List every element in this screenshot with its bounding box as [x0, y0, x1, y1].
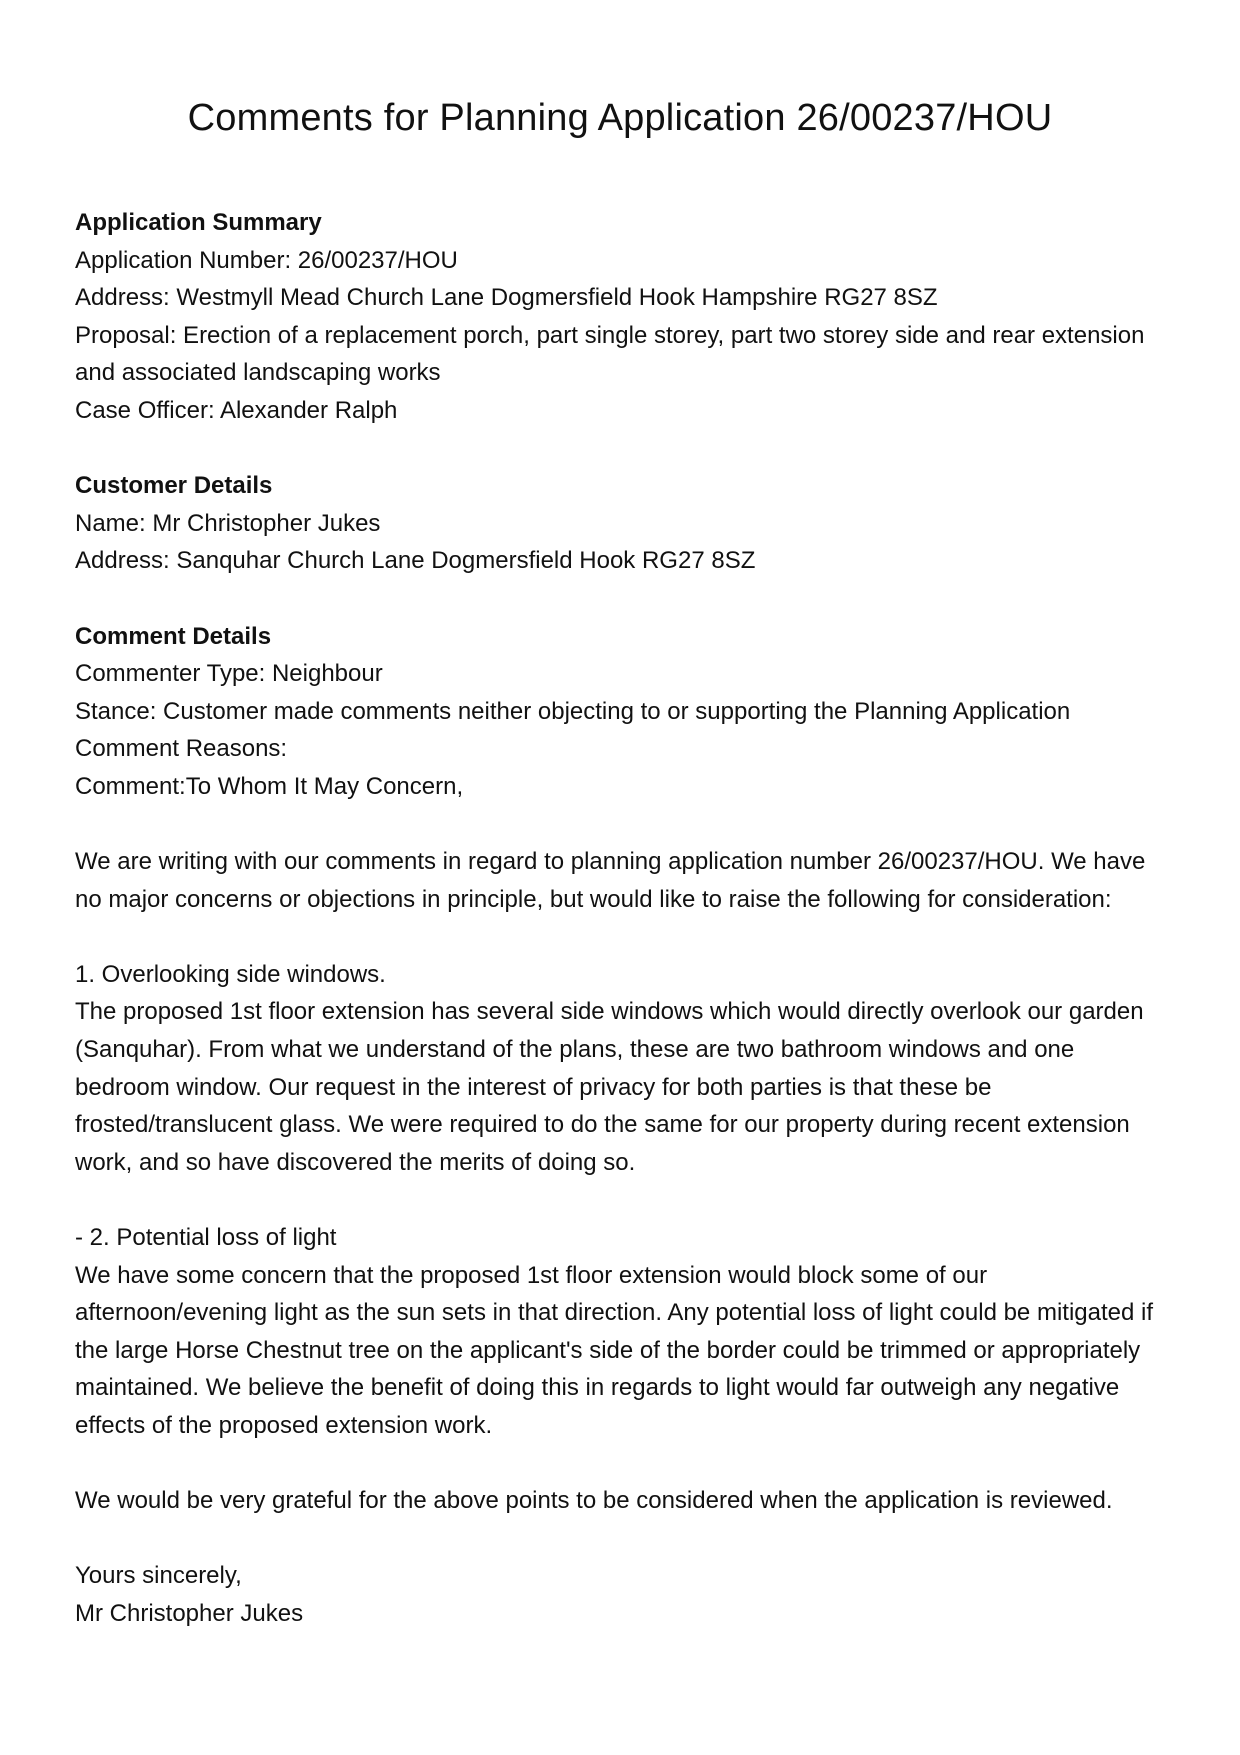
point-2-title: - 2. Potential loss of light — [75, 1224, 337, 1252]
case-officer: Case Officer: Alexander Ralph — [75, 396, 398, 424]
page-title: Comments for Planning Application 26/00237/HOU — [187, 97, 1053, 139]
comment-point-2 — [75, 1219, 1165, 1445]
application-proposal: Proposal: Erection of a replacement porch, part single storey, part two storey side and rear extension and associated landscaping works — [75, 321, 1145, 387]
customer-address: Address: Sanquhar Church Lane Dogmersfield Hook RG27 8SZ — [75, 547, 756, 575]
comment-body — [75, 843, 1165, 1632]
commenter-type: Commenter Type: Neighbour — [75, 660, 383, 688]
comment-details-section — [75, 618, 1165, 1633]
comment-point-1 — [75, 956, 1165, 1182]
signoff-block — [75, 1557, 1165, 1632]
customer-details-heading: Customer Details — [75, 472, 273, 500]
comment-details-heading: Comment Details — [75, 622, 272, 650]
point-1-title: 1. Overlooking side windows. — [75, 960, 386, 988]
customer-details-section — [75, 467, 1165, 580]
comment-closing: We would be very grateful for the above points to be considered when the application is reviewed. — [75, 1487, 1113, 1515]
application-address: Address: Westmyll Mead Church Lane Dogmersfield Hook Hampshire RG27 8SZ — [75, 284, 938, 312]
comment-intro: We are writing with our comments in regard to planning application number 26/00237/HOU. We have no major concerns or objections in principle, but would like to raise the following for consideration: — [75, 848, 1146, 913]
comment-reasons: Comment Reasons: — [75, 735, 288, 763]
application-summary-heading: Application Summary — [75, 209, 322, 236]
comment-stance: Stance: Customer made comments neither objecting to or supporting the Planning Application — [75, 697, 1071, 725]
customer-name: Name: Mr Christopher Jukes — [75, 509, 381, 537]
signoff: Yours sincerely, — [75, 1562, 242, 1590]
application-summary-section — [75, 204, 1165, 430]
point-2-text: We have some concern that the proposed 1st floor extension would block some of our afternoon/evening light as the sun sets in that direction. Any potential loss of light could be mitigated if the large Horse Chestnut tree on the applicant's side of the border could be trimmed or appropriately maintained. We believe the benefit of doing this in regards to light would far outweigh any negative effects of the proposed extension work. — [75, 1261, 1153, 1439]
application-number: Application Number: 26/00237/HOU — [75, 246, 458, 274]
signature-name: Mr Christopher Jukes — [75, 1599, 304, 1627]
point-1-text: The proposed 1st floor extension has several side windows which would directly overlook our garden (Sanquhar). From what we understand of the plans, these are two bathroom windows and one bedroom window. Our request in the interest of privacy for both parties is that these be frosted/translucent glass. We were required to do the same for our property during recent extension work, and so have discovered the merits of doing so. — [75, 998, 1144, 1176]
comment-opening: Comment:To Whom It May Concern, — [75, 772, 464, 800]
